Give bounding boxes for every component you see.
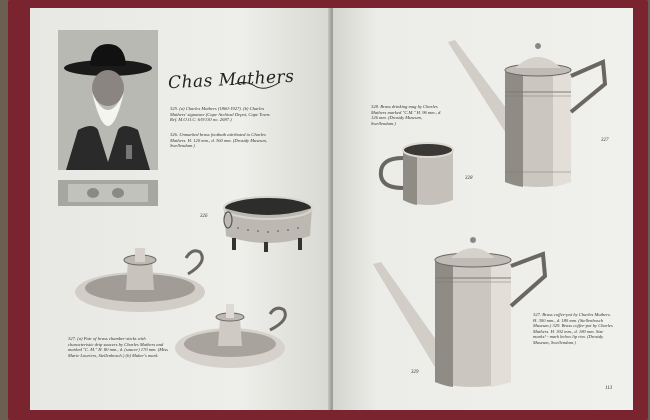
signature-flourish xyxy=(235,78,285,90)
caption-327-329: 327. Brass coffee-pot by Charles Mathers. H. 300 mm., d. 180 mm. (Stellenbosch Museum.) 329. Brass coffee-pot by Charles Mathers. H. 302 mm., d. 180 mm. Size marks! - mark below lip rim. (Drostdy Museum, Swellendam.) xyxy=(533,312,613,345)
label-327: 327 xyxy=(601,138,609,143)
label-328: 328 xyxy=(465,176,473,181)
caption-325: 325. (a) Charles Mathers (1860-1927). (b) Charles Mathers' signature (Cape Archival Depot, Cape Town: Ref. M.O.O.C. 6/9/130 no. 2087.) xyxy=(170,106,271,123)
coffee-pot-photo-329 xyxy=(373,232,553,392)
label-326: 326 xyxy=(200,214,208,219)
portrait-photo xyxy=(58,30,158,170)
left-page xyxy=(30,8,330,410)
footbath-photo xyxy=(218,194,318,254)
label-329: 329 xyxy=(411,370,419,375)
makers-mark-photo xyxy=(58,180,158,206)
right-page xyxy=(333,8,633,410)
chamber-stick-photo-b xyxy=(170,300,300,375)
signature: Chas Mathers xyxy=(167,66,295,94)
page-number: 113 xyxy=(605,386,613,391)
caption-326: 326. Unmarked brass footbath attributed to Charles Mathers. H. 120 mm., d. 360 mm. (Drostdy Museum, Swellendam.) xyxy=(170,132,267,149)
caption-327: 327. (a) Pair of brass chamber-sticks with characteristic drip saucers by Charles Mathers and marked "C. M." H. 80 mm., d. (saucer) 170 mm. (Miss Marie Louriers, Stellenbosch.) (b) Maker's mark. xyxy=(68,336,168,358)
caption-328: 328. Brass drinking mug by Charles Mathers marked "C.M." H. 96 mm., d. 126 mm. (Drostdy Museum, Swellendam.) xyxy=(371,104,442,126)
mug-photo-328 xyxy=(373,136,473,214)
